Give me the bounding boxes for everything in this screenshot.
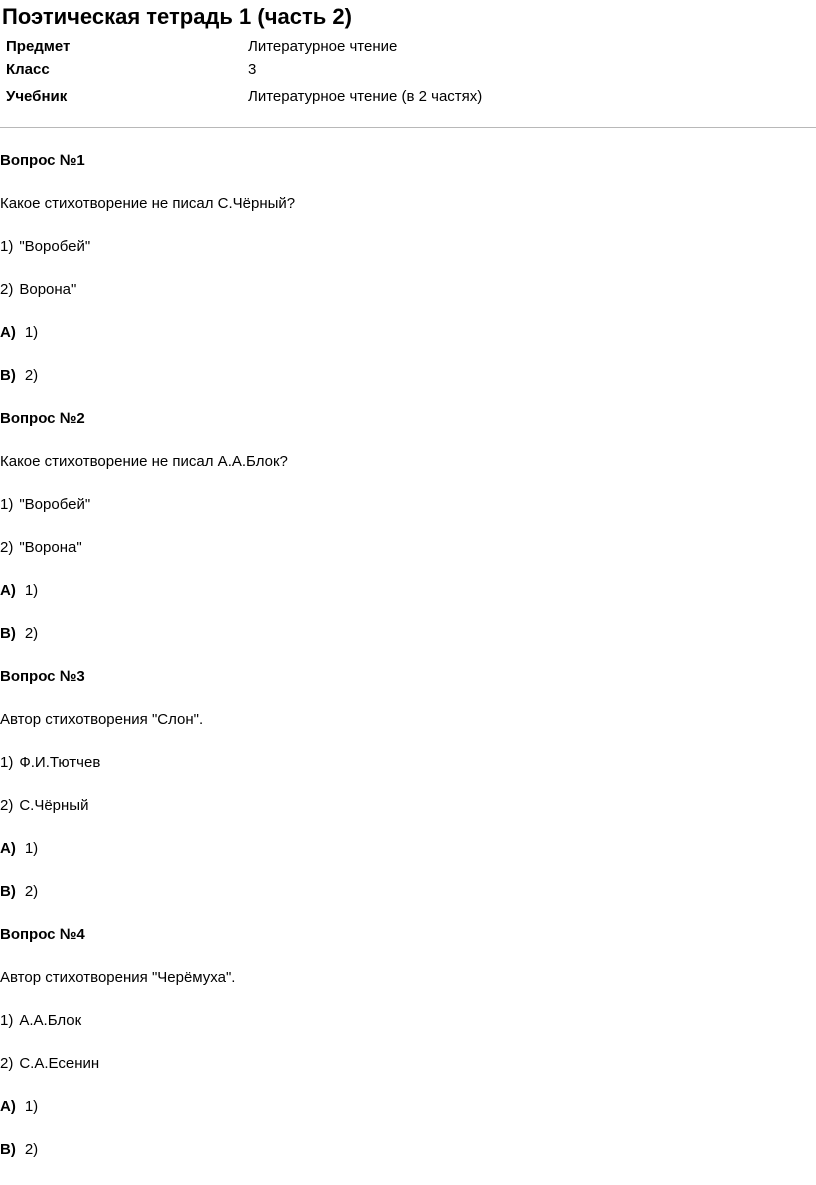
answer-value: 1) (24, 582, 39, 599)
document-title: Поэтическая тетрадь 1 (часть 2) (2, 4, 352, 29)
question-title: Вопрос №3 (0, 668, 85, 685)
answer-choice (0, 883, 38, 900)
option-number: 2) (0, 539, 14, 556)
option-text: С.А.Есенин (19, 1055, 100, 1072)
option-number: 2) (0, 797, 14, 814)
question-title: Вопрос №4 (0, 926, 85, 943)
answer-choice (0, 1141, 38, 1158)
question-title: Вопрос №2 (0, 410, 85, 427)
meta-value-grade: 3 (248, 61, 257, 78)
meta-label-textbook: Учебник (6, 88, 68, 105)
option-number: 1) (0, 496, 14, 513)
answer-value: 2) (24, 367, 39, 384)
question-option (0, 539, 82, 556)
question-title: Вопрос №1 (0, 152, 85, 169)
option-text: "Ворона" (19, 539, 82, 556)
question-option (0, 754, 100, 771)
meta-value-subject: Литературное чтение (248, 38, 398, 55)
answer-value: 1) (24, 324, 39, 341)
option-number: 2) (0, 1055, 14, 1072)
question-option (0, 1055, 99, 1072)
question-text: Какое стихотворение не писал С.Чёрный? (0, 195, 296, 212)
question-text: Какое стихотворение не писал А.А.Блок? (0, 453, 288, 470)
option-number: 2) (0, 281, 14, 298)
answer-letter: B) (0, 1141, 16, 1158)
answer-letter: B) (0, 883, 16, 900)
answer-choice (0, 367, 38, 384)
question-option (0, 1012, 81, 1029)
answer-letter: A) (0, 1098, 16, 1115)
answer-choice (0, 625, 38, 642)
header-divider (0, 127, 816, 128)
answer-choice (0, 840, 38, 857)
option-text: Ворона" (19, 281, 77, 298)
option-text: "Воробей" (19, 238, 91, 255)
answer-value: 2) (24, 625, 39, 642)
option-number: 1) (0, 754, 14, 771)
answer-value: 2) (24, 1141, 39, 1158)
meta-value-textbook: Литературное чтение (в 2 частях) (248, 88, 483, 105)
answer-letter: A) (0, 840, 16, 857)
answer-value: 1) (24, 840, 39, 857)
option-text: А.А.Блок (19, 1012, 82, 1029)
answer-letter: A) (0, 324, 16, 341)
answer-choice (0, 324, 38, 341)
answer-letter: A) (0, 582, 16, 599)
option-text: Ф.И.Тютчев (19, 754, 101, 771)
answer-value: 2) (24, 883, 39, 900)
answer-letter: B) (0, 625, 16, 642)
question-text: Автор стихотворения "Слон". (0, 711, 204, 728)
question-text: Автор стихотворения "Черёмуха". (0, 969, 236, 986)
option-number: 1) (0, 1012, 14, 1029)
option-text: "Воробей" (19, 496, 91, 513)
question-option (0, 496, 90, 513)
question-option (0, 797, 88, 814)
answer-choice (0, 1098, 38, 1115)
answer-value: 1) (24, 1098, 39, 1115)
meta-label-grade: Класс (6, 61, 50, 78)
answer-letter: B) (0, 367, 16, 384)
meta-label-subject: Предмет (6, 38, 71, 55)
answer-choice (0, 582, 38, 599)
option-text: С.Чёрный (19, 797, 89, 814)
question-option (0, 238, 90, 255)
question-option (0, 281, 76, 298)
option-number: 1) (0, 238, 14, 255)
